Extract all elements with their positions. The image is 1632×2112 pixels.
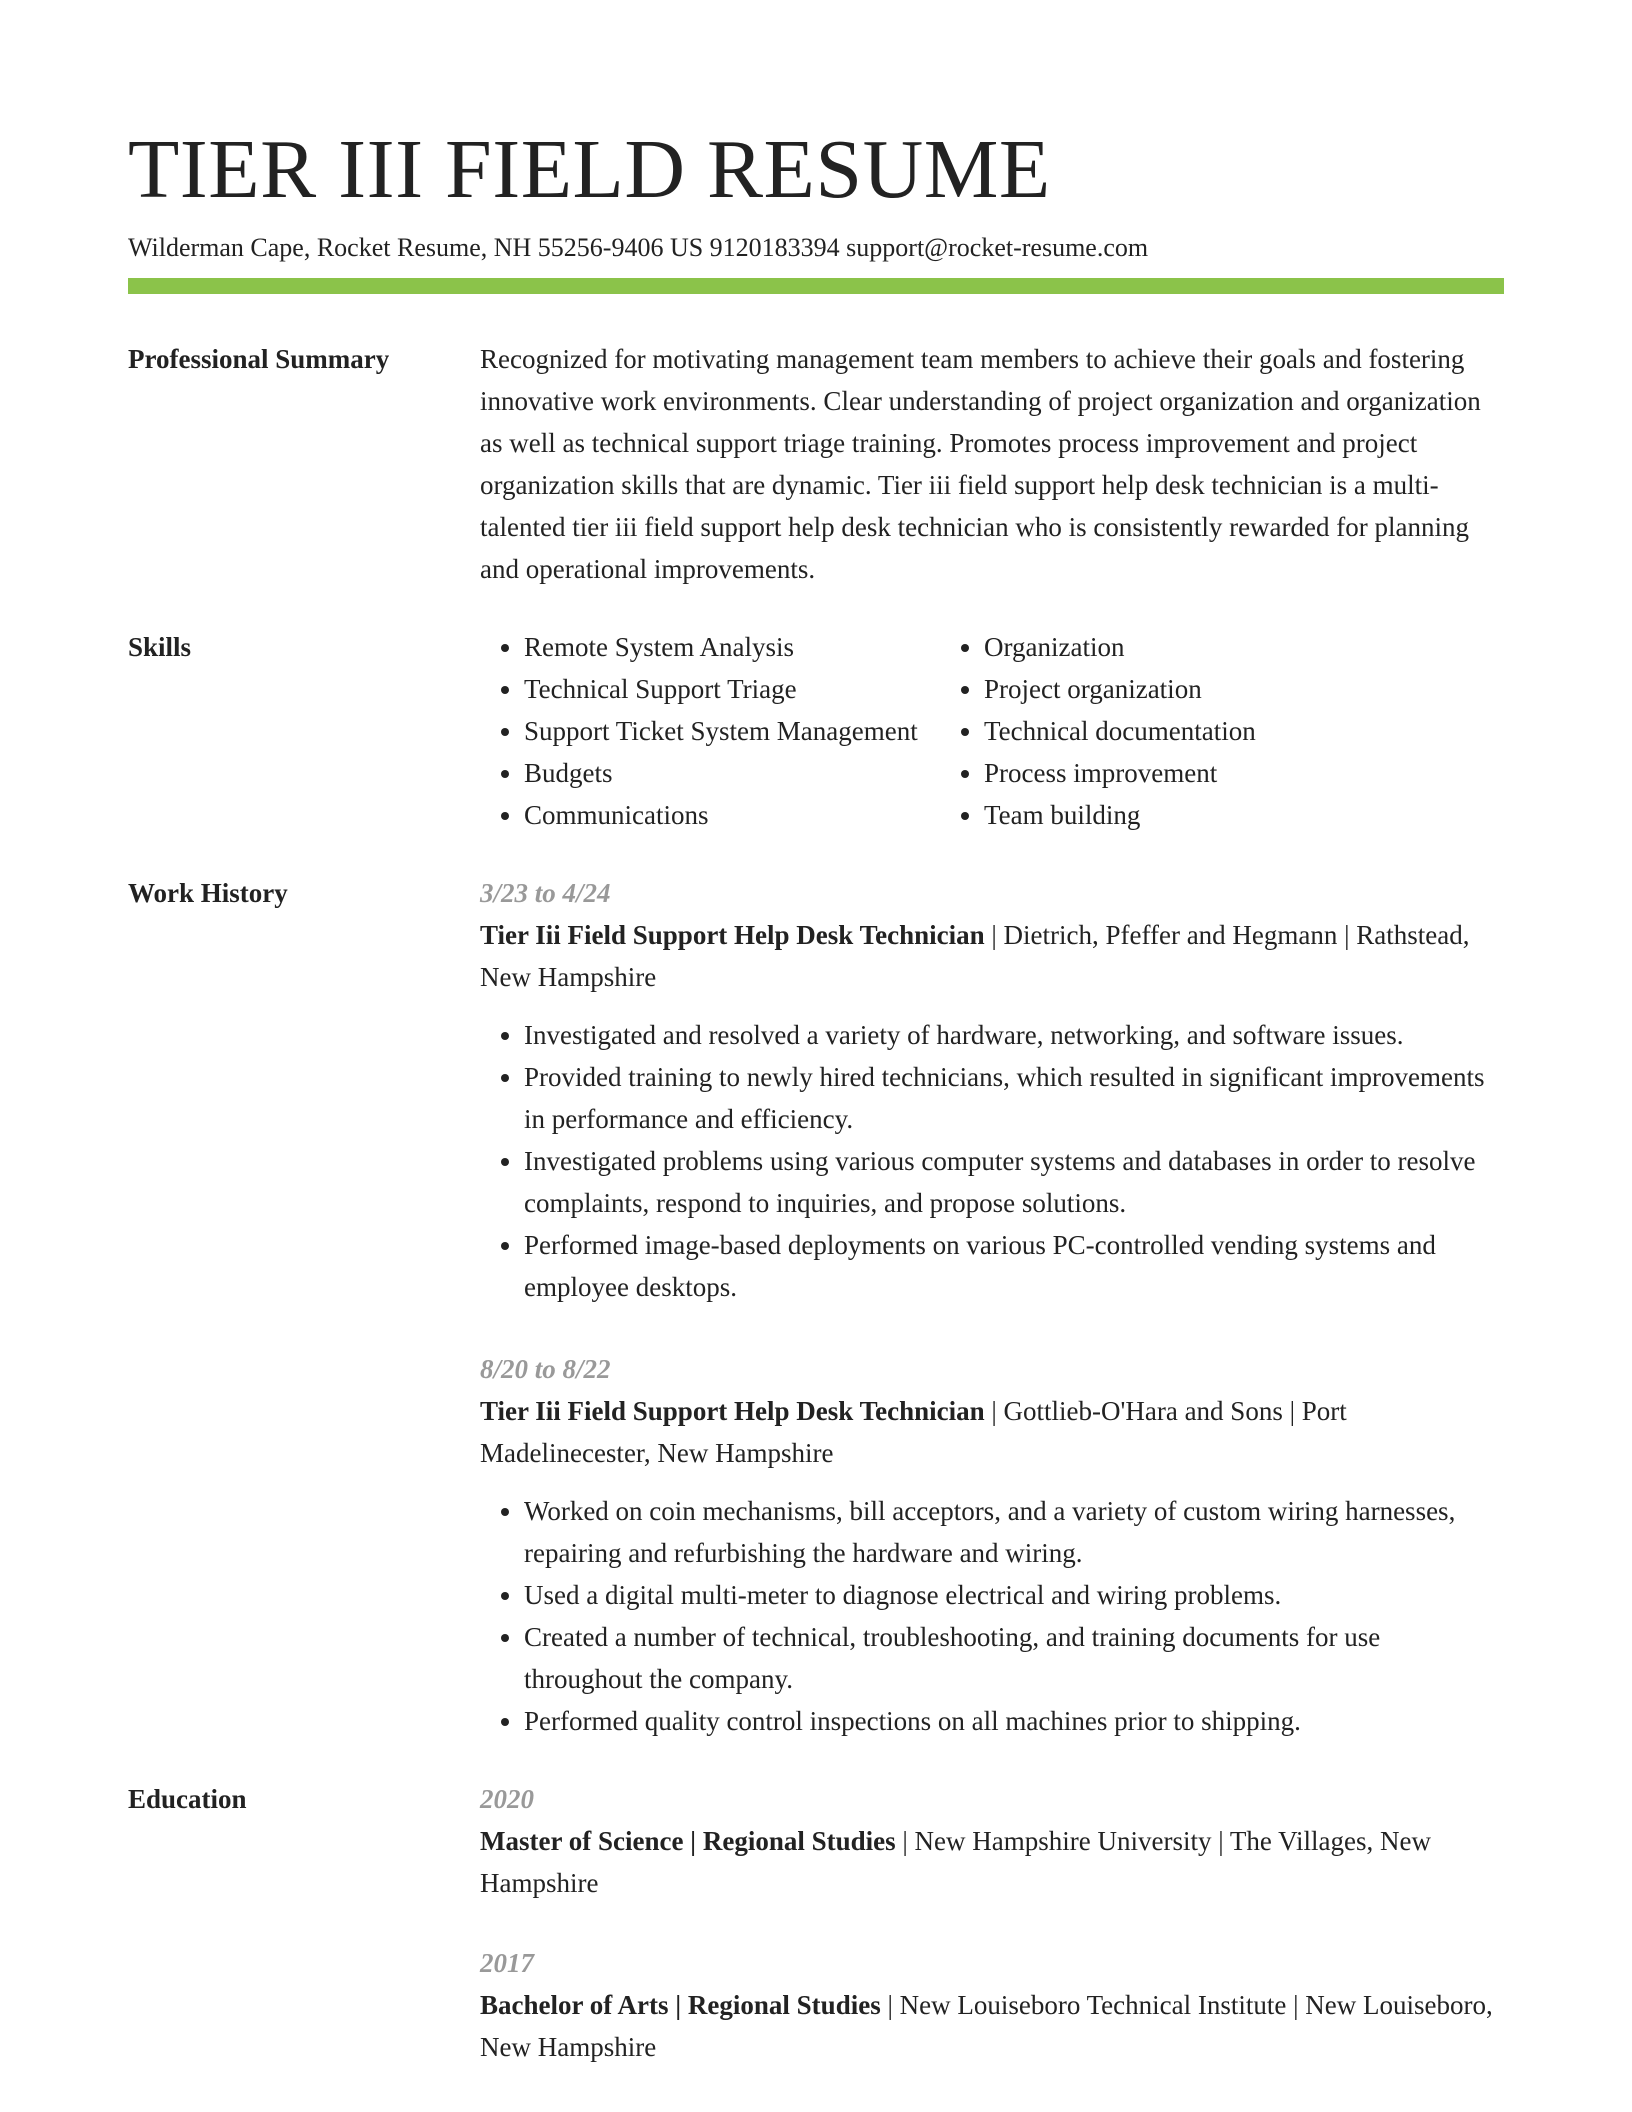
skill-item: • Organization <box>984 626 1400 668</box>
job-bullets <box>480 1014 1504 1308</box>
job-bullet: • Provided training to newly hired technicians, which resulted in significant improvements in performance and efficiency. <box>524 1056 1504 1140</box>
job-employer: | Gottlieb-O'Hara and Sons | Port Madelinecester, New Hampshire <box>480 1396 1347 1468</box>
job-header <box>480 914 1504 998</box>
job-bullet: • Created a number of technical, troubleshooting, and training documents for use throughout the company. <box>524 1616 1504 1700</box>
job-bullet: • Worked on coin mechanisms, bill acceptors, and a variety of custom wiring harnesses, repairing and refurbishing the hardware and wiring. <box>524 1490 1504 1574</box>
job-dates: 8/20 to 8/22 <box>480 1354 611 1384</box>
job-entry <box>480 872 1504 1308</box>
work-history-section <box>128 872 1504 1742</box>
summary-section <box>128 338 1504 590</box>
work-history-heading: Work History <box>128 878 288 908</box>
job-title: Tier Iii Field Support Help Desk Technician <box>480 1396 985 1426</box>
job-bullets <box>480 1490 1504 1742</box>
skill-item: • Remote System Analysis <box>524 626 940 668</box>
summary-text: Recognized for motivating management team members to achieve their goals and fostering innovative work environments. Clear understanding of project organization and organization as well as technical support triage training. Promotes process improvement and project organization skills that are dynamic. Tier iii field support help desk technician is a multi-talented tier iii field support help desk technician who is consistently rewarded for planning and operational improvements. <box>480 344 1481 584</box>
skills-heading: Skills <box>128 632 192 662</box>
education-details <box>480 1984 1504 2068</box>
education-entry <box>480 1942 1504 2068</box>
job-bullet: • Performed image-based deployments on various PC-controlled vending systems and employee desktops. <box>524 1224 1504 1308</box>
job-title: Tier Iii Field Support Help Desk Technician <box>480 920 985 950</box>
education-heading: Education <box>128 1784 247 1814</box>
degree-title: Bachelor of Arts | Regional Studies <box>480 1990 881 2020</box>
skills-list-left <box>480 626 940 836</box>
education-details <box>480 1820 1504 1904</box>
skill-item: • Technical documentation <box>984 710 1400 752</box>
school-info: | New Hampshire University | The Villages, New Hampshire <box>480 1826 1431 1898</box>
education-entry <box>480 1778 1504 1904</box>
skills-section <box>128 626 1504 836</box>
accent-divider <box>128 278 1504 294</box>
skill-item: • Process improvement <box>984 752 1400 794</box>
skills-list-right <box>940 626 1400 836</box>
job-header <box>480 1390 1504 1474</box>
skill-item: • Support Ticket System Management <box>524 710 940 752</box>
skill-item: • Communications <box>524 794 940 836</box>
resume-page <box>128 120 1504 2068</box>
skill-item: • Project organization <box>984 668 1400 710</box>
education-year: 2017 <box>480 1948 534 1978</box>
degree-title: Master of Science | Regional Studies <box>480 1826 896 1856</box>
job-entry <box>480 1348 1504 1742</box>
job-bullet: • Used a digital multi-meter to diagnose electrical and wiring problems. <box>524 1574 1504 1616</box>
education-year: 2020 <box>480 1784 534 1814</box>
skill-item: • Team building <box>984 794 1400 836</box>
resume-title: TIER III FIELD RESUME <box>128 123 1051 216</box>
skill-item: • Budgets <box>524 752 940 794</box>
job-dates: 3/23 to 4/24 <box>480 878 611 908</box>
contact-line: Wilderman Cape, Rocket Resume, NH 55256-9406 US 9120183394 support@rocket-resume.com <box>128 233 1149 262</box>
skill-item: • Technical Support Triage <box>524 668 940 710</box>
education-section <box>128 1778 1504 2068</box>
school-info: | New Louiseboro Technical Institute | New Louiseboro, New Hampshire <box>480 1990 1493 2062</box>
job-employer: | Dietrich, Pfeffer and Hegmann | Rathstead, New Hampshire <box>480 920 1470 992</box>
job-bullet: • Performed quality control inspections on all machines prior to shipping. <box>524 1700 1504 1742</box>
job-bullet: • Investigated problems using various computer systems and databases in order to resolve complaints, respond to inquiries, and propose solutions. <box>524 1140 1504 1224</box>
summary-heading: Professional Summary <box>128 344 390 374</box>
job-bullet: • Investigated and resolved a variety of hardware, networking, and software issues. <box>524 1014 1504 1056</box>
